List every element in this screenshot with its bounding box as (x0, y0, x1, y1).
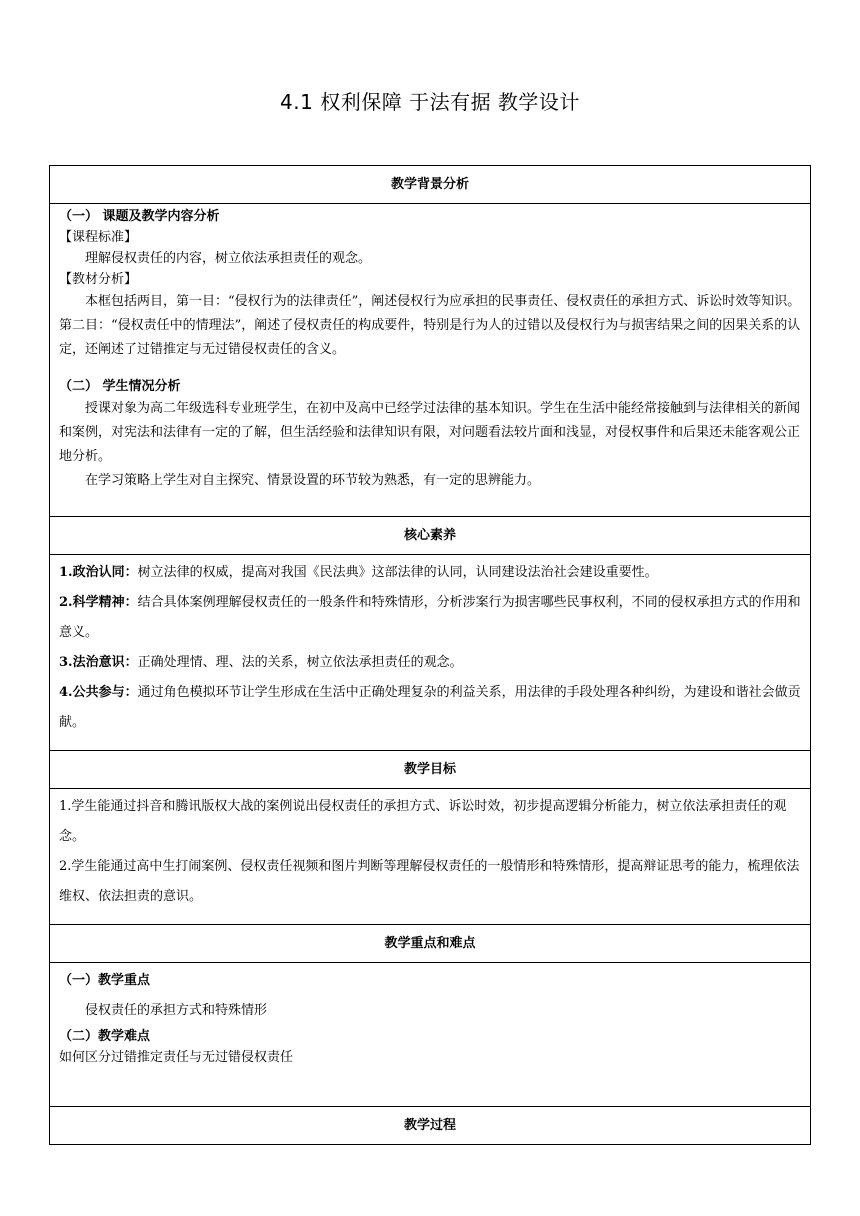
goal-item: 2.学生能通过高中生打闹案例、侵权责任视频和图片判断等理解侵权责任的一般情形和特殊情形，提高辩证思考的能力，梳理依法维权、依法担责的意识。 (59, 859, 800, 904)
tag-curriculum-standard: 【课程标准】 (59, 230, 138, 245)
section-core-literacy (50, 555, 810, 751)
literacy-label: 3.法治意识： (59, 655, 138, 670)
section-header-key-difficult-points: 教学重点和难点 (50, 925, 810, 963)
section-header-teaching-goals: 教学目标 (50, 751, 810, 789)
lesson-plan-table (49, 165, 811, 1145)
section-teaching-goals (50, 789, 810, 925)
section-key-difficult-points (50, 963, 810, 1107)
literacy-label: 1.政治认同： (59, 565, 138, 580)
tag-textbook-analysis: 【教材分析】 (59, 272, 138, 287)
goal-item: 1.学生能通过抖音和腾讯版权大战的案例说出侵权责任的承担方式、诉讼时效，初步提高逻辑分析能力，树立依法承担责任的观念。 (59, 799, 787, 844)
section-header-background: 教学背景分析 (50, 166, 810, 204)
paragraph-curriculum-standard: 理解侵权责任的内容，树立依法承担责任的观念。 (85, 251, 372, 266)
literacy-item (59, 648, 801, 678)
literacy-text: 树立法律的权威，提高对我国《民法典》这部法律的认同，认同建设法治社会建设重要性。 (137, 565, 658, 580)
paragraph-student-analysis: 授课对象为高二年级选科专业班学生，在初中及高中已经学过法律的基本知识。学生在生活中能经常接触到与法律相关的新闻和案例，对宪法和法律有一定的了解，但生活经验和法律知识有限，对问题看法较片面和浅显，对侵权事件和后果还未能客观公正地分析。 (59, 401, 801, 464)
subheading-topic-analysis: （一） 课题及教学内容分析 (59, 209, 220, 224)
paragraph-learning-strategy: 在学习策略上学生对自主探究、情景设置的环节较为熟悉，有一定的思辨能力。 (85, 473, 541, 488)
section-header-teaching-process: 教学过程 (403, 1118, 456, 1133)
literacy-label: 4.公共参与： (59, 685, 138, 700)
section-header-core-literacy: 核心素养 (50, 517, 810, 555)
literacy-text: 通过角色模拟环节让学生形成在生活中正确处理复杂的利益关系，用法律的手段处理各种纠纷，为建设和谐社会做贡献。 (59, 685, 801, 730)
key-point-text: 侵权责任的承担方式和特殊情形 (85, 1003, 268, 1018)
literacy-item (59, 558, 801, 588)
literacy-text: 结合具体案例理解侵权责任的一般条件和特殊情形，分析涉案行为损害哪些民事权利，不同的侵权承担方式的作用和意义。 (59, 595, 801, 640)
paragraph-textbook-analysis: 本框包括两目，第一目：“侵权行为的法律责任”，阐述侵权行为应承担的民事责任、侵权责任的承担方式、诉讼时效等知识。第二目：“侵权责任中的情理法”，阐述了侵权责任的构成要件，特别是行为人的过错以及侵权行为与损害结果之间的因果关系的认定，还阐述了过错推定与无过错侵权责任的含义。 (59, 294, 801, 357)
difficult-point-text: 如何区分过错推定责任与无过错侵权责任 (59, 1050, 294, 1065)
subheading-difficult-point: （二）教学难点 (59, 1029, 151, 1044)
literacy-item (59, 678, 801, 738)
literacy-item (59, 588, 801, 648)
section-background-analysis (50, 204, 810, 517)
subheading-student-analysis: （二） 学生情况分析 (59, 379, 181, 394)
literacy-label: 2.科学精神： (59, 595, 138, 610)
literacy-text: 正确处理情、理、法的关系，树立依法承担责任的观念。 (137, 655, 463, 670)
subheading-key-point: （一）教学重点 (59, 973, 151, 988)
document-title: 4.1 权利保障 于法有据 教学设计 (280, 90, 580, 114)
